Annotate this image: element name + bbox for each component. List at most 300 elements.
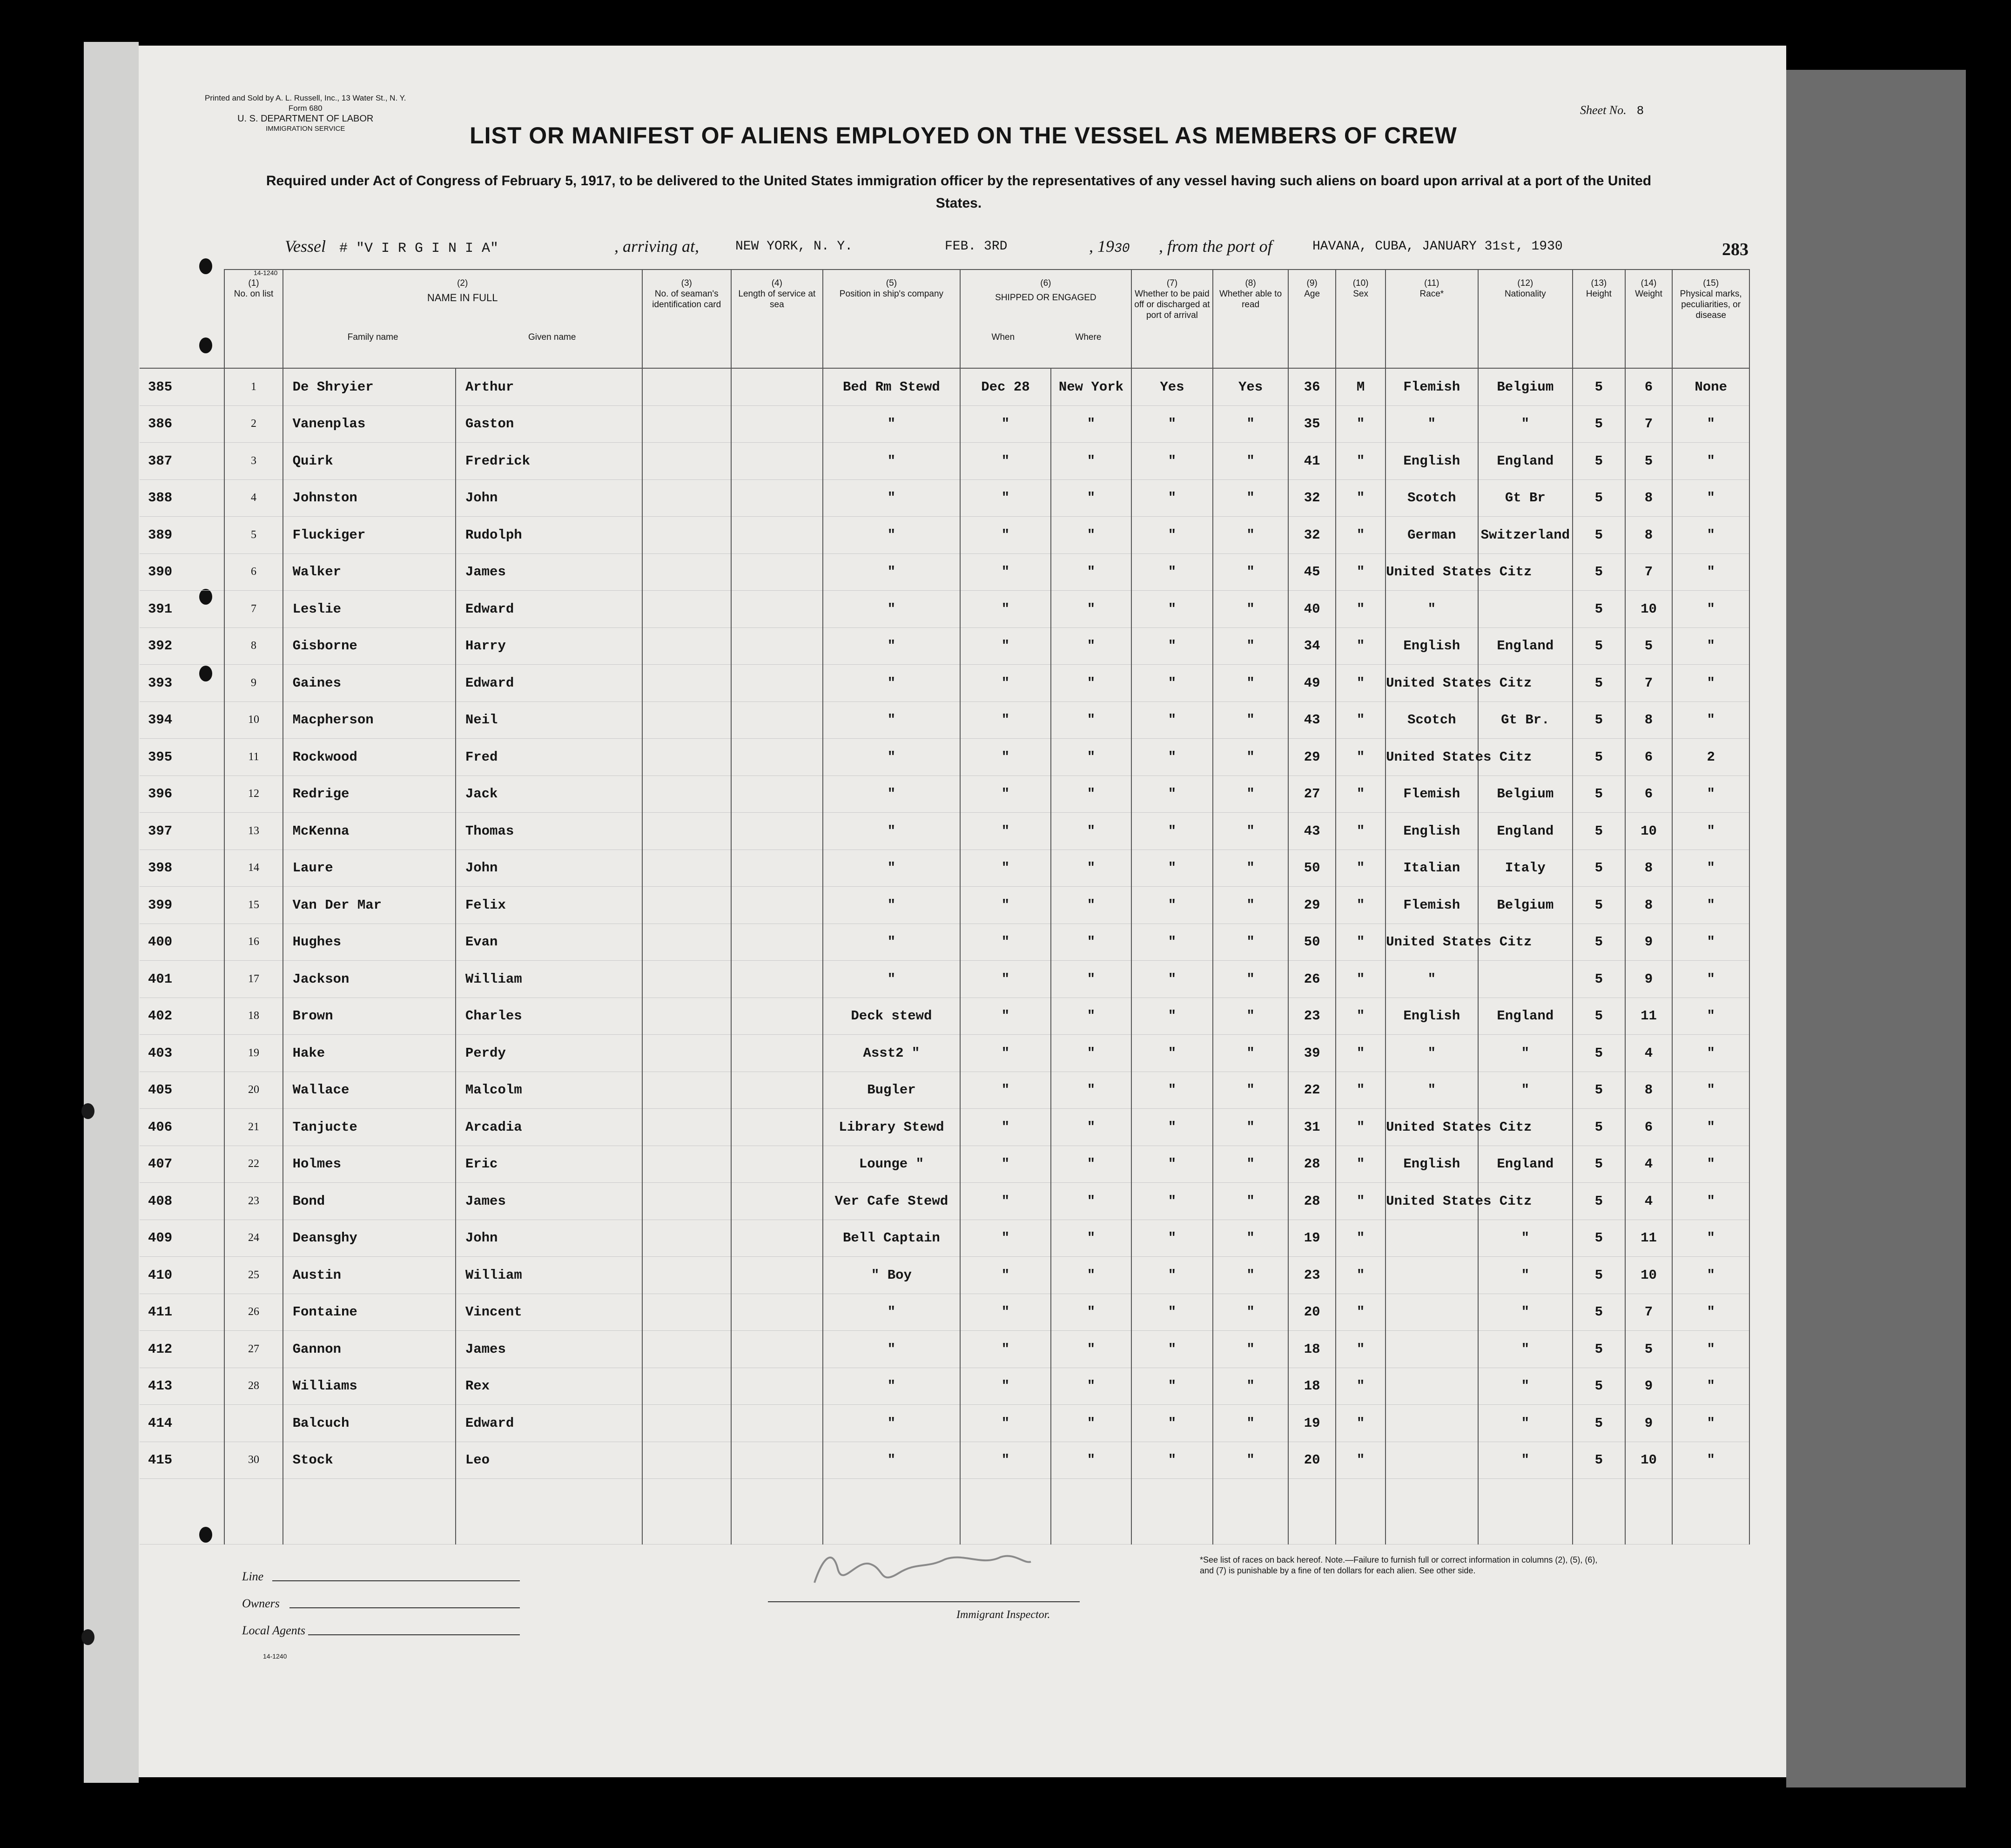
list-line-number-cell: 392 — [140, 627, 224, 665]
table-row — [140, 1183, 1749, 1220]
blank-cell — [1625, 1479, 1673, 1544]
sex-cell: " — [1336, 627, 1386, 665]
race-cell: English — [1386, 627, 1478, 665]
given-name-cell: Arthur — [456, 368, 642, 405]
shipped-when-cell: " — [960, 1331, 1051, 1368]
shipped-when-cell: " — [960, 553, 1051, 591]
shipped-where-cell: " — [1051, 1405, 1131, 1442]
weight-cell: 9 — [1625, 924, 1673, 961]
family-name-cell: Quirk — [283, 443, 456, 480]
paid-off-cell: " — [1131, 1183, 1213, 1220]
position-cell: " — [823, 591, 960, 628]
age-cell: 50 — [1288, 924, 1336, 961]
shipped-where-cell: New York — [1051, 368, 1131, 405]
column-number: (2) — [283, 270, 642, 289]
row-number-cell: 8 — [224, 627, 282, 665]
nationality-cell: " — [1478, 1331, 1573, 1368]
length-of-service-cell — [731, 1368, 823, 1405]
given-name-cell: James — [456, 553, 642, 591]
age-cell: 19 — [1288, 1220, 1336, 1257]
length-of-service-cell — [731, 1220, 823, 1257]
shipped-when-cell: " — [960, 1035, 1051, 1072]
shipped-when-cell: " — [960, 1220, 1051, 1257]
height-cell: 5 — [1573, 998, 1625, 1035]
shipped-where-cell: " — [1051, 1294, 1131, 1331]
shipped-where-cell: " — [1051, 813, 1131, 850]
seaman-id-card-cell — [642, 553, 731, 591]
given-name-cell: Edward — [456, 665, 642, 702]
shipped-when-cell: " — [960, 479, 1051, 517]
nationality-cell: England — [1478, 1146, 1573, 1183]
race-cell: United States Citz — [1386, 665, 1478, 702]
list-line-number-cell: 400 — [140, 924, 224, 961]
seaman-id-card-cell — [642, 961, 731, 998]
position-cell: Library Stewd — [823, 1109, 960, 1146]
physical-marks-cell: " — [1672, 553, 1749, 591]
family-name-cell: Austin — [283, 1257, 456, 1294]
position-cell: " Boy — [823, 1257, 960, 1294]
shipped-label: SHIPPED OR ENGAGED — [995, 293, 1096, 303]
table-row — [140, 701, 1749, 739]
seaman-id-card-cell — [642, 1183, 731, 1220]
height-cell: 5 — [1573, 739, 1625, 776]
given-name-cell: Fredrick — [456, 443, 642, 480]
given-name-cell: Edward — [456, 591, 642, 628]
blank-row — [140, 1479, 1749, 1544]
race-cell: Flemish — [1386, 368, 1478, 405]
list-line-number-cell: 385 — [140, 368, 224, 405]
physical-marks-cell: " — [1672, 813, 1749, 850]
given-name-cell: Felix — [456, 887, 642, 924]
length-of-service-cell — [731, 739, 823, 776]
height-cell: 5 — [1573, 1442, 1625, 1479]
header-position: Position in ship's company — [823, 289, 960, 368]
height-cell: 5 — [1573, 1368, 1625, 1405]
list-line-number-cell: 415 — [140, 1442, 224, 1479]
race-cell: " — [1386, 961, 1478, 998]
seaman-id-card-cell — [642, 1405, 731, 1442]
arriving-label: , arriving at, — [614, 237, 699, 256]
able-to-read-cell: " — [1213, 627, 1288, 665]
shipped-when-cell: " — [960, 739, 1051, 776]
table-row — [140, 1072, 1749, 1109]
given-name-label: Given name — [528, 332, 576, 342]
shipped-where-cell: " — [1051, 443, 1131, 480]
column-number: (6) — [960, 270, 1131, 289]
weight-cell: 5 — [1625, 443, 1673, 480]
nationality-cell: " — [1478, 405, 1573, 443]
weight-cell: 11 — [1625, 998, 1673, 1035]
crew-manifest-table — [140, 269, 1750, 1544]
shipped-where-cell: " — [1051, 961, 1131, 998]
race-cell: " — [1386, 1072, 1478, 1109]
seaman-id-card-cell — [642, 591, 731, 628]
paid-off-cell: " — [1131, 1257, 1213, 1294]
race-cell: " — [1386, 591, 1478, 628]
age-cell: 23 — [1288, 998, 1336, 1035]
list-line-number-cell: 399 — [140, 887, 224, 924]
position-cell: " — [823, 701, 960, 739]
family-name-cell: Tanjucte — [283, 1109, 456, 1146]
header-id-card: No. of seaman's identification card — [642, 289, 731, 368]
sex-cell: " — [1336, 1072, 1386, 1109]
inspector-rule — [768, 1601, 1080, 1602]
column-number: (3) — [642, 270, 731, 289]
weight-cell: 9 — [1625, 961, 1673, 998]
sex-cell: " — [1336, 1442, 1386, 1479]
height-cell: 5 — [1573, 443, 1625, 480]
row-number-cell: 3 — [224, 443, 282, 480]
height-cell: 5 — [1573, 591, 1625, 628]
position-cell: " — [823, 517, 960, 554]
height-cell: 5 — [1573, 368, 1625, 405]
paid-off-cell: " — [1131, 1146, 1213, 1183]
shipped-when-cell: " — [960, 1442, 1051, 1479]
weight-cell: 5 — [1625, 1331, 1673, 1368]
position-cell: " — [823, 1405, 960, 1442]
height-cell: 5 — [1573, 1331, 1625, 1368]
given-name-cell: John — [456, 479, 642, 517]
family-name-cell: Stock — [283, 1442, 456, 1479]
table-row — [140, 1257, 1749, 1294]
form-code: 14-1240 — [254, 269, 278, 277]
weight-cell: 8 — [1625, 517, 1673, 554]
given-name-cell: Edward — [456, 1405, 642, 1442]
shipped-where-cell: " — [1051, 1331, 1131, 1368]
seaman-id-card-cell — [642, 517, 731, 554]
paid-off-cell: " — [1131, 1294, 1213, 1331]
family-name-cell: Balcuch — [283, 1405, 456, 1442]
header-able-read: Whether able to read — [1213, 289, 1288, 368]
shipped-when-cell: Dec 28 — [960, 368, 1051, 405]
height-cell: 5 — [1573, 1109, 1625, 1146]
weight-cell: 4 — [1625, 1035, 1673, 1072]
race-cell — [1386, 1405, 1478, 1442]
row-number-cell: 20 — [224, 1072, 282, 1109]
blank-cell — [1051, 1479, 1131, 1544]
length-of-service-cell — [731, 553, 823, 591]
weight-cell: 9 — [1625, 1368, 1673, 1405]
paid-off-cell: " — [1131, 1405, 1213, 1442]
sex-cell: " — [1336, 1109, 1386, 1146]
list-line-number-cell: 411 — [140, 1294, 224, 1331]
given-name-cell: Arcadia — [456, 1109, 642, 1146]
age-cell: 29 — [1288, 887, 1336, 924]
age-cell: 43 — [1288, 701, 1336, 739]
shipped-when-cell: " — [960, 924, 1051, 961]
height-cell: 5 — [1573, 1257, 1625, 1294]
seaman-id-card-cell — [642, 1294, 731, 1331]
shipped-when-cell: " — [960, 998, 1051, 1035]
race-cell: United States Citz — [1386, 1109, 1478, 1146]
family-name-cell: Walker — [283, 553, 456, 591]
row-number-cell: 6 — [224, 553, 282, 591]
family-name-cell: Vanenplas — [283, 405, 456, 443]
shipped-when-cell: " — [960, 517, 1051, 554]
length-of-service-cell — [731, 1405, 823, 1442]
shipped-where-cell: " — [1051, 1368, 1131, 1405]
from-port-label: , from the port of — [1159, 237, 1272, 256]
right-margin-strip — [1786, 70, 1966, 1787]
physical-marks-cell: " — [1672, 998, 1749, 1035]
weight-cell: 4 — [1625, 1183, 1673, 1220]
imprint-line: U. S. DEPARTMENT OF LABOR — [237, 114, 374, 124]
header-length-service: Length of service at sea — [731, 289, 823, 368]
age-cell: 43 — [1288, 813, 1336, 850]
list-line-number-cell: 397 — [140, 813, 224, 850]
length-of-service-cell — [731, 591, 823, 628]
shipped-when-cell: " — [960, 665, 1051, 702]
paid-off-cell: " — [1131, 517, 1213, 554]
sex-cell: " — [1336, 479, 1386, 517]
age-cell: 20 — [1288, 1294, 1336, 1331]
length-of-service-cell — [731, 517, 823, 554]
column-number: (12) — [1478, 270, 1573, 289]
shipped-where-cell: " — [1051, 665, 1131, 702]
height-cell: 5 — [1573, 1405, 1625, 1442]
position-cell: " — [823, 887, 960, 924]
length-of-service-cell — [731, 627, 823, 665]
family-name-cell: Jackson — [283, 961, 456, 998]
position-cell: " — [823, 739, 960, 776]
vessel-label: Vessel — [285, 237, 326, 256]
sex-cell: " — [1336, 850, 1386, 887]
given-name-cell: William — [456, 1257, 642, 1294]
physical-marks-cell: " — [1672, 443, 1749, 480]
family-name-cell: Johnston — [283, 479, 456, 517]
list-line-number-cell: 387 — [140, 443, 224, 480]
sex-cell: " — [1336, 776, 1386, 813]
table-row — [140, 443, 1749, 480]
paid-off-cell: " — [1131, 887, 1213, 924]
seaman-id-card-cell — [642, 701, 731, 739]
row-number-cell: 19 — [224, 1035, 282, 1072]
age-cell: 35 — [1288, 405, 1336, 443]
shipped-when-cell: " — [960, 701, 1051, 739]
shipped-where-cell: " — [1051, 1109, 1131, 1146]
nationality-cell: Gt Br. — [1478, 701, 1573, 739]
position-cell: " — [823, 1368, 960, 1405]
age-cell: 32 — [1288, 517, 1336, 554]
family-name-cell: Wallace — [283, 1072, 456, 1109]
age-cell: 49 — [1288, 665, 1336, 702]
nationality-cell — [1478, 961, 1573, 998]
table-row — [140, 776, 1749, 813]
weight-cell: 8 — [1625, 1072, 1673, 1109]
length-of-service-cell — [731, 813, 823, 850]
shipped-when-cell: " — [960, 961, 1051, 998]
blank-cell — [1288, 1479, 1336, 1544]
shipped-when-cell: " — [960, 1405, 1051, 1442]
list-line-number-cell: 403 — [140, 1035, 224, 1072]
weight-cell: 6 — [1625, 739, 1673, 776]
header-paid-off: Whether to be paid off or discharged at port of arrival — [1131, 289, 1213, 368]
table-row — [140, 1146, 1749, 1183]
race-cell: Scotch — [1386, 479, 1478, 517]
nationality-cell: " — [1478, 1368, 1573, 1405]
physical-marks-cell: " — [1672, 1109, 1749, 1146]
physical-marks-cell: " — [1672, 1257, 1749, 1294]
shipped-when-cell: " — [960, 405, 1051, 443]
blank-cell — [960, 1479, 1051, 1544]
sex-cell: " — [1336, 1257, 1386, 1294]
row-number-cell: 22 — [224, 1146, 282, 1183]
sex-cell: " — [1336, 1368, 1386, 1405]
blank-cell — [283, 1479, 456, 1544]
given-name-cell: James — [456, 1183, 642, 1220]
binder-hole — [81, 1629, 94, 1645]
race-cell: United States Citz — [1386, 553, 1478, 591]
paid-off-cell: " — [1131, 1035, 1213, 1072]
length-of-service-cell — [731, 1442, 823, 1479]
seaman-id-card-cell — [642, 443, 731, 480]
column-number: (7) — [1131, 270, 1213, 289]
sheet-number — [1580, 103, 1644, 118]
row-number-cell: 13 — [224, 813, 282, 850]
row-number-cell: 1 — [224, 368, 282, 405]
sex-cell: " — [1336, 1220, 1386, 1257]
seaman-id-card-cell — [642, 479, 731, 517]
given-name-cell: Harry — [456, 627, 642, 665]
blank-cell — [140, 1479, 224, 1544]
seaman-id-card-cell — [642, 739, 731, 776]
length-of-service-cell — [731, 850, 823, 887]
able-to-read-cell: " — [1213, 1220, 1288, 1257]
seaman-id-card-cell — [642, 813, 731, 850]
shipped-where-cell: " — [1051, 1183, 1131, 1220]
age-cell: 31 — [1288, 1109, 1336, 1146]
nationality-cell: England — [1478, 813, 1573, 850]
sex-cell: " — [1336, 665, 1386, 702]
age-cell: 18 — [1288, 1331, 1336, 1368]
height-cell: 5 — [1573, 776, 1625, 813]
list-line-number-cell: 389 — [140, 517, 224, 554]
paid-off-cell: " — [1131, 1109, 1213, 1146]
shipped-where-cell: " — [1051, 1442, 1131, 1479]
footer-line-rule — [272, 1580, 520, 1581]
page-subtitle: Required under Act of Congress of February 5, 1917, to be delivered to the United States immigration officer by the representatives of any vessel having such aliens on board upon arrival at a port of the United States. — [266, 173, 1652, 211]
list-line-number-cell: 388 — [140, 479, 224, 517]
paid-off-cell: " — [1131, 553, 1213, 591]
shipped-where-cell: " — [1051, 1257, 1131, 1294]
height-cell: 5 — [1573, 1183, 1625, 1220]
header-nationality: Nationality — [1478, 289, 1573, 368]
row-number-cell: 12 — [224, 776, 282, 813]
length-of-service-cell — [731, 1183, 823, 1220]
sex-cell: " — [1336, 591, 1386, 628]
nationality-cell: " — [1478, 1035, 1573, 1072]
position-cell: " — [823, 924, 960, 961]
given-name-cell: Charles — [456, 998, 642, 1035]
shipped-when-cell: " — [960, 776, 1051, 813]
row-number-cell: 18 — [224, 998, 282, 1035]
given-name-cell: John — [456, 850, 642, 887]
vessel-line — [285, 236, 498, 256]
seaman-id-card-cell — [642, 1146, 731, 1183]
shipped-when-cell: " — [960, 1072, 1051, 1109]
position-cell: " — [823, 1331, 960, 1368]
seaman-id-card-cell — [642, 1368, 731, 1405]
column-number: (11) — [1386, 270, 1478, 289]
race-cell: Scotch — [1386, 701, 1478, 739]
physical-marks-cell: " — [1672, 701, 1749, 739]
physical-marks-cell: " — [1672, 1035, 1749, 1072]
height-cell: 5 — [1573, 1220, 1625, 1257]
physical-marks-cell: " — [1672, 1368, 1749, 1405]
family-name-cell: Gannon — [283, 1331, 456, 1368]
able-to-read-cell: " — [1213, 553, 1288, 591]
shipped-where-cell: " — [1051, 1072, 1131, 1109]
physical-marks-cell: " — [1672, 1294, 1749, 1331]
able-to-read-cell: " — [1213, 998, 1288, 1035]
paid-off-cell: " — [1131, 405, 1213, 443]
race-cell: English — [1386, 813, 1478, 850]
list-line-number-cell: 413 — [140, 1368, 224, 1405]
header-height: Height — [1573, 289, 1625, 368]
given-name-cell: Gaston — [456, 405, 642, 443]
paid-off-cell: " — [1131, 1072, 1213, 1109]
where-label: Where — [1075, 332, 1102, 342]
paid-off-cell: " — [1131, 1331, 1213, 1368]
age-cell: 19 — [1288, 1405, 1336, 1442]
shipped-where-cell: " — [1051, 517, 1131, 554]
position-cell: Lounge " — [823, 1146, 960, 1183]
position-cell: " — [823, 1294, 960, 1331]
age-cell: 29 — [1288, 739, 1336, 776]
year-field — [1089, 236, 1130, 256]
column-number: (5) — [823, 270, 960, 289]
row-number-cell: 24 — [224, 1220, 282, 1257]
list-line-number-cell: 406 — [140, 1109, 224, 1146]
list-line-number-cell: 395 — [140, 739, 224, 776]
race-cell — [1386, 1442, 1478, 1479]
shipped-when-cell: " — [960, 850, 1051, 887]
weight-cell: 10 — [1625, 1442, 1673, 1479]
header-name-in-full — [283, 289, 642, 368]
column-number: (10) — [1336, 270, 1386, 289]
race-cell — [1386, 1368, 1478, 1405]
list-line-number-cell: 409 — [140, 1220, 224, 1257]
column-number: (4) — [731, 270, 823, 289]
length-of-service-cell — [731, 405, 823, 443]
header-weight: Weight — [1625, 289, 1673, 368]
physical-marks-cell: " — [1672, 627, 1749, 665]
given-name-cell: Thomas — [456, 813, 642, 850]
height-cell: 5 — [1573, 961, 1625, 998]
age-cell: 26 — [1288, 961, 1336, 998]
vessel-name: # "V I R G I N I A" — [339, 241, 499, 256]
shipped-where-cell: " — [1051, 924, 1131, 961]
sex-cell: " — [1336, 517, 1386, 554]
nationality-cell: England — [1478, 998, 1573, 1035]
seaman-id-card-cell — [642, 405, 731, 443]
position-cell: Asst2 " — [823, 1035, 960, 1072]
shipped-where-cell: " — [1051, 998, 1131, 1035]
paid-off-cell: " — [1131, 813, 1213, 850]
blank-cell — [1573, 1479, 1625, 1544]
family-name-cell: Holmes — [283, 1146, 456, 1183]
nationality-cell: " — [1478, 1257, 1573, 1294]
weight-cell: 5 — [1625, 627, 1673, 665]
sex-cell: " — [1336, 1331, 1386, 1368]
nationality-cell: Gt Br — [1478, 479, 1573, 517]
shipped-where-cell: " — [1051, 887, 1131, 924]
nationality-cell — [1478, 591, 1573, 628]
family-name-cell: Williams — [283, 1368, 456, 1405]
given-name-cell: Leo — [456, 1442, 642, 1479]
row-number-cell: 25 — [224, 1257, 282, 1294]
physical-marks-cell: " — [1672, 850, 1749, 887]
